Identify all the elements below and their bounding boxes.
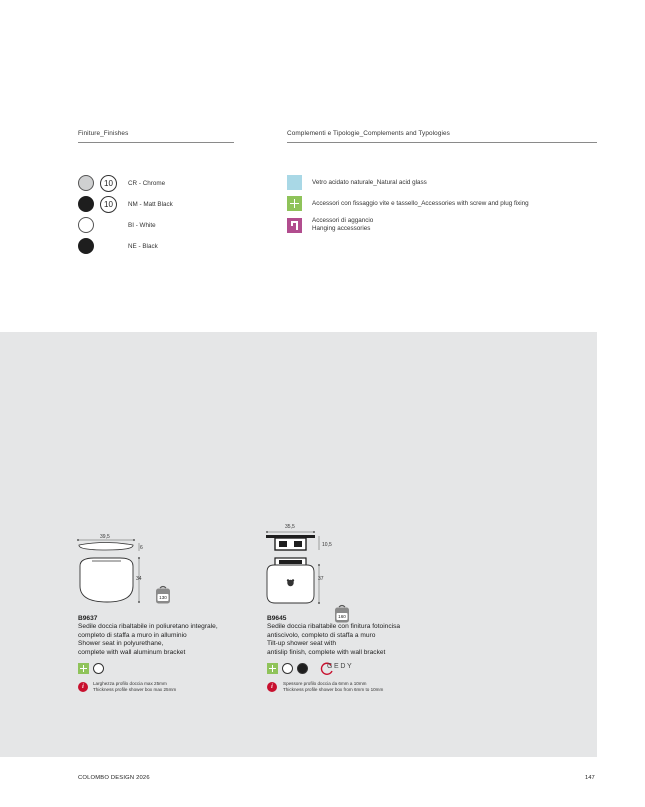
finishes-divider — [78, 142, 234, 143]
b9645-options — [267, 662, 360, 675]
complements-divider — [287, 142, 597, 143]
b9645-depth-dim: 10,5 — [322, 542, 332, 548]
finish-item-matt-black — [78, 195, 173, 213]
complement-item-screw-plug — [287, 196, 529, 211]
weight-capacity-value: 160 — [338, 614, 346, 619]
warranty-10-badge: 10 — [100, 196, 117, 213]
b9645-height-dim: 37 — [318, 576, 324, 582]
info-icon: i — [267, 682, 277, 692]
glass-swatch-icon — [287, 175, 302, 190]
weight-capacity-icon — [334, 604, 350, 623]
screw-plug-icon — [78, 663, 89, 674]
weight-capacity-value: 130 — [159, 595, 167, 600]
white-swatch — [78, 217, 94, 233]
finishes-title: Finiture_Finishes — [78, 130, 129, 137]
finish-label: NM - Matt Black — [128, 200, 173, 208]
hanging-accessory-icon — [287, 218, 302, 233]
b9645-width-dim: 35,5 — [285, 524, 295, 530]
finish-item-black — [78, 237, 158, 255]
b9637-height-dim: 34 — [136, 576, 142, 582]
complement-label: Accessori di aggancio Hanging accessories — [312, 217, 374, 232]
gedy-logo: GEDY — [320, 662, 360, 675]
complement-item-hanging — [287, 217, 373, 233]
matt-black-swatch — [78, 196, 94, 212]
black-finish-icon — [297, 663, 308, 674]
complements-title: Complementi e Tipologie_Complements and Typologies — [287, 130, 450, 137]
b9645-code: B9645 — [267, 615, 287, 622]
white-finish-icon — [282, 663, 293, 674]
finish-item-chrome — [78, 174, 165, 192]
chrome-swatch — [78, 175, 94, 191]
screw-plug-icon — [267, 663, 278, 674]
complement-label: Accessori con fissaggio vite e tassello_Accessories with screw and plug fixing — [312, 199, 529, 207]
finish-label: CR - Chrome — [128, 179, 166, 187]
b9645-technical-drawing — [262, 522, 352, 612]
b9637-notes: Larghezza profilo doccia max 25mm Thickness profile shower box max 25mm — [93, 681, 177, 692]
screw-plug-icon — [287, 196, 302, 211]
finish-label: NE - Black — [128, 242, 158, 250]
b9637-description: Sedile doccia ribaltabile in poliuretano integrale, completo di staffa a muro in alluminio Shower seat in polyurethane, complete with wall aluminum bracket — [78, 623, 218, 656]
info-icon: i — [78, 682, 88, 692]
b9645-description: Sedile doccia ribaltabile con finitura fotoincisa antiscivolo, completo di staffa a muro Tilt-up shower seat with antislip finish, complete with wall bracket — [267, 623, 401, 656]
b9637-code: B9637 — [78, 615, 98, 622]
complement-item-glass — [287, 175, 427, 190]
page-number: 147 — [585, 775, 595, 781]
b9637-options — [78, 663, 104, 674]
white-finish-icon — [93, 663, 104, 674]
black-swatch — [78, 238, 94, 254]
b9645-notes: Spessore profilo doccia da 6mm a 10mm Thickness profile shower box from 6mm to 10mm — [283, 681, 384, 692]
footer-brand: COLOMBO DESIGN 2026 — [78, 775, 150, 781]
b9637-depth-dim: 6 — [140, 545, 143, 551]
b9637-width-dim: 39,5 — [100, 534, 110, 540]
complement-label: Vetro acidato naturale_Natural acid glass — [312, 178, 427, 186]
warranty-10-badge: 10 — [100, 175, 117, 192]
finish-item-white — [78, 216, 156, 234]
finish-label: BI - White — [128, 221, 156, 229]
weight-capacity-icon — [155, 585, 171, 604]
